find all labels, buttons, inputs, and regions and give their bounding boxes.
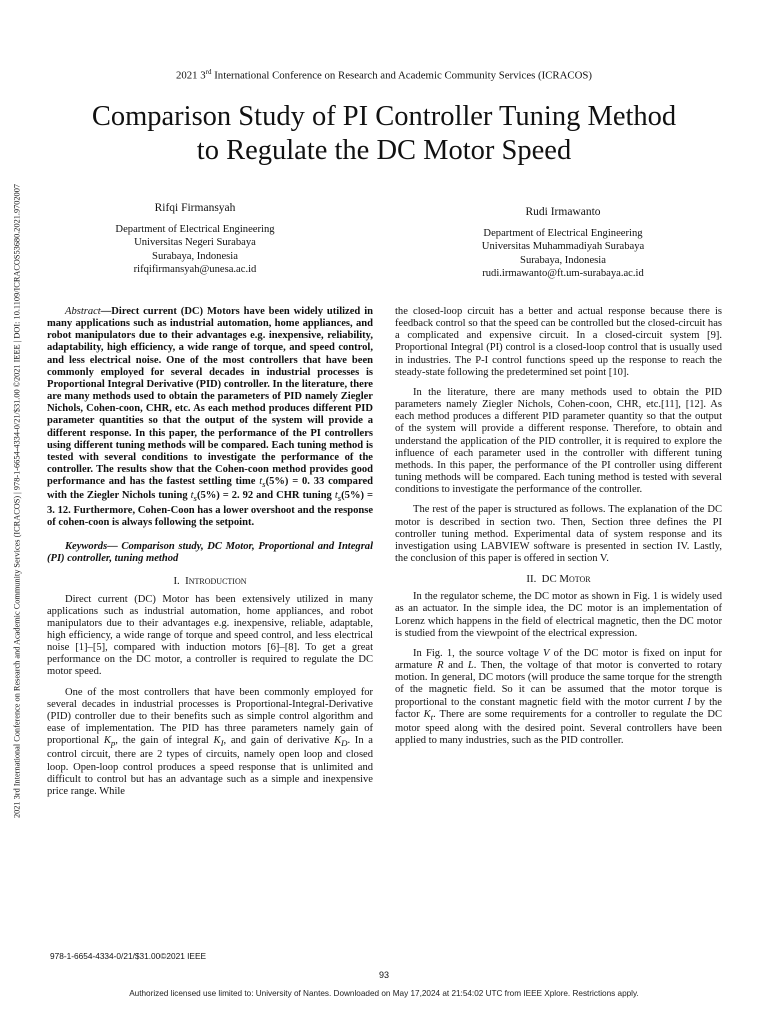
- author-name: Rifqi Firmansyah: [154, 202, 236, 214]
- math-t: t: [190, 490, 194, 502]
- p5-text-a: In Fig. 1, the source voltage: [413, 647, 544, 659]
- author-block-2: [450, 206, 676, 281]
- section-number: I.: [173, 575, 180, 588]
- right-paragraph-2: In the literature, there are many methods used to obtain the PID parameters namely Ziegler Nichols, Cohen-coon, CHR, etc.[11], [12]. As each method produces a different PID parameter quantity so that the output of the system will provide a different response. Therefore, to obtain and understand the application of the PID controller, it is required to explore the influence of each parameter used in the controller with different tuning methods. In this paper, the performance of the PI controller using different tuning methods will be compared. Each tuning method is tested with several conditions to investigate the performance of the controller.: [395, 386, 722, 496]
- math-sub: s: [337, 493, 342, 504]
- p5-text-e: by the factor: [395, 696, 722, 720]
- math-val-1: (5%) = 0. 33: [265, 476, 325, 488]
- math-sub: I: [220, 738, 224, 749]
- author-name: Rudi Irmawanto: [525, 206, 601, 218]
- section-title: DC Motor: [541, 573, 591, 586]
- side-doi-text: 2021 3rd International Conference on Research and Academic Community Services (ICRACOS) | 978-1-6654-4334-0/21/$31.00 ©2021 IEEE | DOI: 10.1109/ICRACOS53680.2021.9702007: [12, 183, 22, 818]
- abstract-text: Direct current (DC) Motors have been widely utilized in many applications such as industrial automation, home appliances, and robot manipulators due to their advantages e.g. inexpensive, reliability, adaptability, high efficiency, a wide range of torque, and speed control, and less electrical noise. One of the most controllers that have been commonly employed for several decades in industrial processes is Proportional Integral Derivative (PID) controller. In the literature, there are many methods used to obtain the parameters of PID namely Ziegler Nichols, Cohen-coon, CHR, etc. As each method produces different PID parameter quantities so that the output of the system will provide a different response. In this paper, the performance of the PI controllers using different tuning methods will be compared. Each tuning method is tested with several conditions to investigate the performance of the controller. The results show that the Cohen-coon method provides good performance and has the fastest settling time: [47, 306, 373, 488]
- section-heading-2: [395, 573, 722, 585]
- abstract-text-2: compared with the Ziegler Nichols tuning: [47, 476, 373, 502]
- author-dept: Department of Electrical Engineering: [115, 223, 275, 235]
- side-doi-strip: [10, 138, 24, 863]
- author-email: rifqifirmansyah@unesa.ac.id: [133, 264, 257, 276]
- keywords: Keywords— Comparison study, DC Motor, Proportional and Integral (PI) controller, tuning method: [47, 541, 373, 565]
- author-city: Surabaya, Indonesia: [152, 250, 238, 262]
- author-block-1: [90, 202, 300, 277]
- author-email: rudi.irmawanto@ft.um-surabaya.ac.id: [482, 268, 644, 280]
- title-line-1: Comparison Study of PI Controller Tuning Method: [91, 101, 677, 132]
- conf-year: 2021 3: [175, 69, 206, 82]
- p2-text-c: , and gain of derivative: [223, 735, 335, 747]
- p5-text-d: . Then, the voltage of that motor is converted to rotary motion. In general, DC motors (will produce the same torque for the strength of the magnetic field. So it can be assumed that the motor torque is proportional to the constant magnetic field with the motor current: [395, 660, 722, 708]
- section-number: II.: [526, 573, 537, 586]
- math-l: L: [467, 660, 474, 672]
- intro-paragraph-1: Direct current (DC) Motor has been extensively utilized in many applications such as industrial automation, home appliances, and robot manipulators due to their advantages e.g. inexpensive, reliable, adaptable, high efficiency, a wide range of torque and speed control, and less electrical noise [1]–[5], compared with induction motors [6]–[8]. To get a great performance on the DC motor, a controller is required to regulate the DC motor speed.: [47, 593, 373, 678]
- math-val-2: (5%) = 2. 92: [196, 490, 254, 502]
- paper-title: [40, 100, 728, 168]
- math-t: t: [259, 476, 263, 488]
- left-column: [47, 306, 373, 806]
- math-sub: D: [341, 738, 348, 749]
- math-v: V: [543, 647, 550, 659]
- abstract-label: Abstract: [65, 306, 101, 317]
- copyright-line: 978-1-6654-4334-0/21/$31.00©2021 IEEE: [50, 951, 207, 961]
- abstract-dash: —: [100, 306, 112, 317]
- author-city: Surabaya, Indonesia: [520, 254, 606, 266]
- section-title: Introduction: [185, 575, 247, 588]
- math-t: t: [334, 490, 338, 502]
- conference-header: [0, 68, 768, 82]
- math-k: K: [423, 708, 431, 720]
- p2-text-d: . In a control circuit, there are 2 types of circuits, namely open loop and closed loop. Open-loop control produces a speed response that is unlimited and difficult to control but has an advantage such as a simple and inexpensive price range. While: [47, 735, 373, 797]
- p5-text-c: and: [443, 660, 468, 672]
- author-univ: Universitas Negeri Surabaya: [134, 237, 256, 249]
- p2-text-b: , the gain of integral: [115, 735, 214, 747]
- math-sub: p: [110, 738, 116, 749]
- math-sub: t: [430, 711, 434, 722]
- license-notice: Authorized licensed use limited to: University of Nantes. Downloaded on May 17,2024 at 21:54:02 UTC from IEEE Xplore. Restrictions apply.: [129, 989, 639, 998]
- math-sub: s: [262, 479, 266, 490]
- p2-text-a: One of the most controllers that have been commonly employed for several decades in industrial processes is Proportional-Integral-Derivative (PID) controller due to their benefits such as simple control algorithm and ease of implementation. The PID has three parameters namely gain of proportional: [47, 686, 373, 747]
- right-column: [395, 306, 722, 755]
- p5-text-f: . There are some requirements for a controller to regulate the DC motor speed along with the desired point. Several controllers have been applied to many industries, such as the PID controller.: [395, 708, 722, 747]
- math-k: K: [103, 735, 111, 747]
- title-line-2: to Regulate the DC Motor Speed: [196, 135, 572, 166]
- math-k: K: [213, 735, 221, 747]
- abstract: [47, 306, 373, 529]
- math-i: I: [687, 696, 691, 708]
- abstract-text-4: . Furthermore, Cohen-Coon has a lower overshoot and the response of cohen-coon is always following the setpoint.: [47, 504, 374, 528]
- right-paragraph-1: the closed-loop circuit has a better and actual response because there is feedback control so that the speed can be controlled but the closed-circuit has a complicated and expensive circuit. In a closed-circuit system [9]. Proportional Integral (PI) control is a closed-loop control that is usually used in industries. The P-I control functions speed up the response to reach the steady-state following the predetermined set point [10].: [395, 306, 722, 378]
- page-number: 93: [378, 970, 389, 980]
- abstract-text-3: and CHR tuning: [253, 490, 335, 502]
- p5-text-b: of the DC motor is fixed on input for armature: [395, 647, 722, 672]
- math-val-3: (5%) = 3. 12: [47, 490, 373, 516]
- math-k: K: [334, 735, 342, 747]
- conf-name: International Conference on Research and Academic Community Services (ICRACOS): [211, 69, 593, 82]
- math-sub: s: [193, 493, 197, 504]
- math-r: R: [437, 660, 444, 672]
- right-paragraph-4: In the regulator scheme, the DC motor as shown in Fig. 1 is widely used as an actuator. In the simple idea, the DC motor is an implementation of Lorenz which happens in the field of electrical magnetic, then the DC motor is studied from the viewpoint of the electrical expression.: [395, 591, 722, 639]
- conf-sup: rd: [205, 68, 212, 76]
- section-heading-1: [47, 575, 373, 587]
- right-paragraph-3: The rest of the paper is structured as follows. The explanation of the DC motor is described in section two. Then, Section three defines the PI controller tuning method. Experimental data of system response and its investigation using LABVIEW software is presented in section IV. Lastly, the conclusion of this paper is offered in section V.: [395, 504, 722, 564]
- author-dept: Department of Electrical Engineering: [483, 227, 643, 239]
- intro-paragraph-2: [47, 687, 373, 799]
- right-paragraph-5: [395, 648, 722, 747]
- author-univ: Universitas Muhammadiyah Surabaya: [481, 241, 645, 253]
